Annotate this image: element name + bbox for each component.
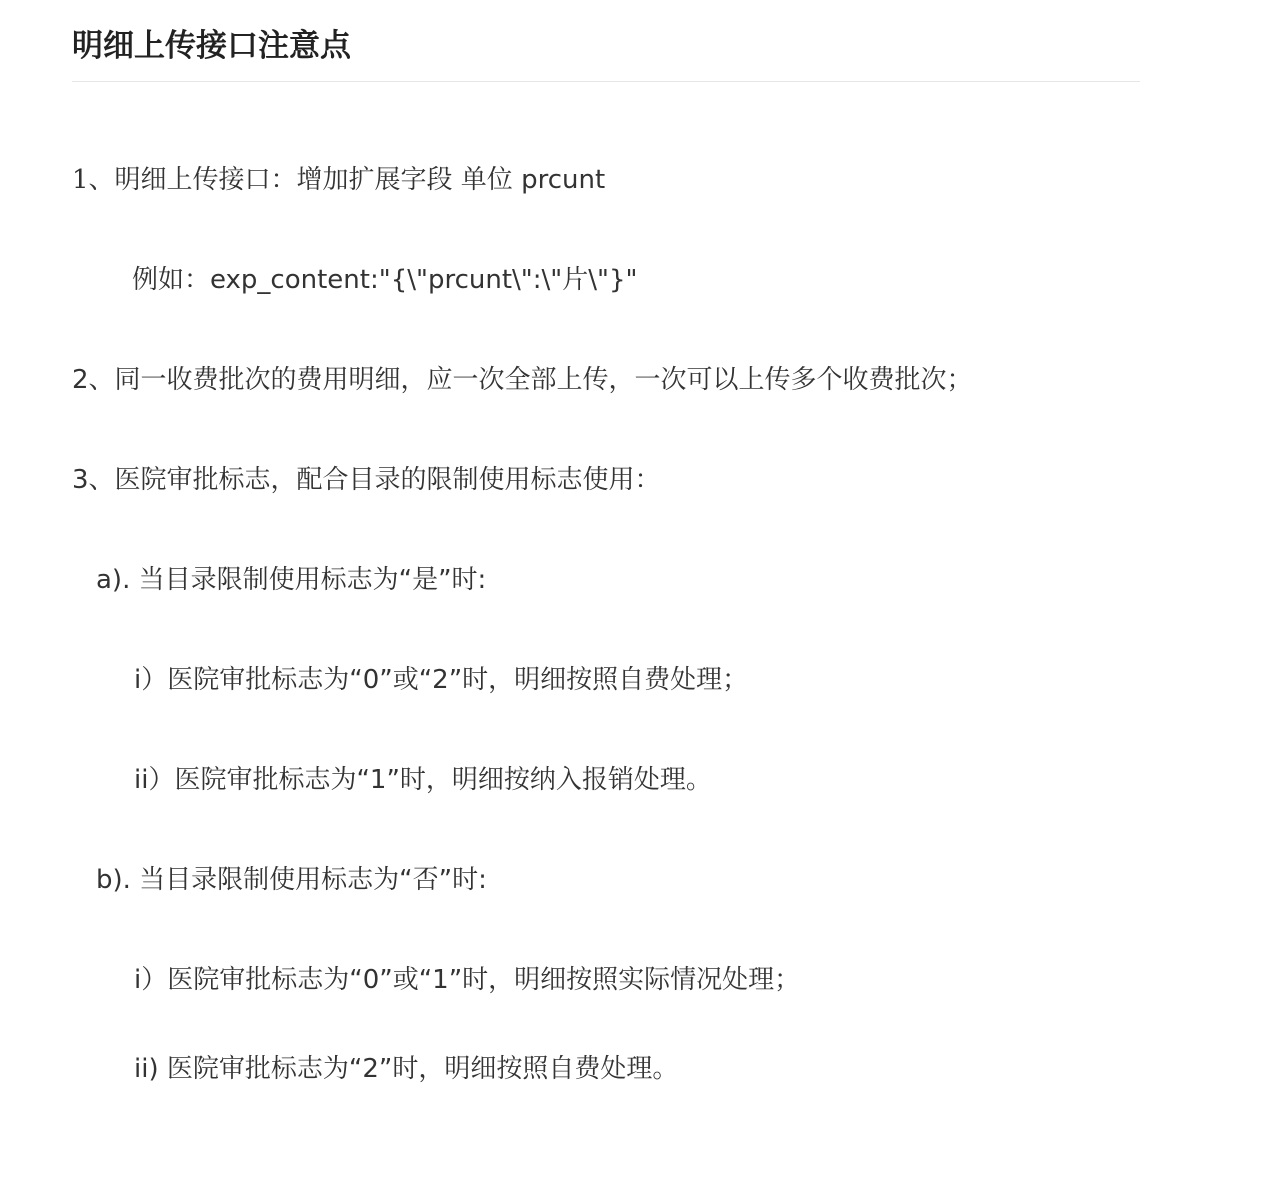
sub-item-a: a). 当目录限制使用标志为“是”时: [96,565,487,595]
item-number: 1 [72,165,89,195]
item-text: 、明细上传接口：增加扩展字段 单位 prcunt [88,165,606,195]
page-title: 明细上传接口注意点 [72,28,351,64]
sub-item-b: b). 当目录限制使用标志为“否”时: [96,865,487,895]
list-item-2: 2、同一收费批次的费用明细，应一次全部上传，一次可以上传多个收费批次； [72,365,973,395]
list-item-1 [72,163,605,197]
sub-item-b-i: i）医院审批标志为“0”或“1”时，明细按照实际情况处理； [134,965,801,995]
title-divider [72,81,1140,82]
example-line: 例如：exp_content:"{\"prcunt\":\"片\"}" [132,265,638,295]
sub-item-b-ii: ii) 医院审批标志为“2”时，明细按照自费处理。 [134,1054,679,1084]
list-item-3: 3、医院审批标志，配合目录的限制使用标志使用： [72,465,661,495]
sub-item-a-ii: ii）医院审批标志为“1”时，明细按纳入报销处理。 [134,765,712,795]
sub-item-a-i: i）医院审批标志为“0”或“2”时，明细按照自费处理； [134,665,749,695]
